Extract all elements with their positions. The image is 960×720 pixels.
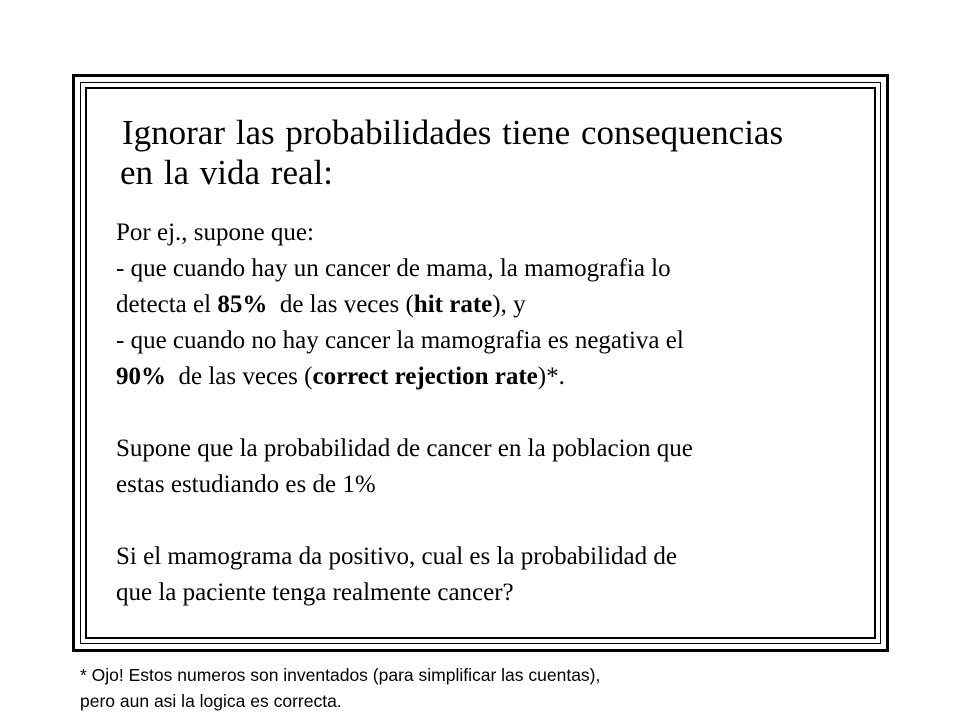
assumption-line-3: - que cuando no hay cancer la mamografia es negativa el — [116, 327, 684, 354]
paragraph-gap — [116, 503, 856, 539]
text-fragment: de las veces ( — [166, 363, 313, 390]
assumption-line-2 — [116, 287, 856, 323]
hit-rate-value: 85% — [217, 291, 268, 318]
hit-rate-term: hit rate — [413, 291, 493, 318]
text-fragment: detecta el — [116, 291, 218, 318]
title-line-2: en la vida real: — [120, 153, 333, 192]
text-fragment: ), y — [492, 291, 526, 318]
assumption-line-1: - que cuando hay un cancer de mama, la mamografia lo — [116, 255, 671, 282]
footnote — [80, 662, 600, 714]
correct-rejection-value: 90% — [116, 363, 166, 390]
paragraph-gap — [116, 395, 856, 431]
slide-body — [116, 215, 856, 611]
footnote-line-1: * Ojo! Estos numeros son inventados (para simplificar las cuentas), — [80, 665, 601, 685]
assumption-line-4 — [116, 359, 856, 395]
question-line-1: Si el mamograma da positivo, cual es la probabilidad de — [116, 543, 677, 570]
prevalence-line-2: estas estudiando es de 1% — [116, 471, 376, 498]
question-line-2: que la paciente tenga realmente cancer? — [116, 579, 514, 606]
text-fragment: )*. — [537, 363, 565, 390]
intro-text: Por ej., supone que: — [116, 219, 314, 246]
text-fragment: de las veces ( — [267, 291, 414, 318]
correct-rejection-term: correct rejection rate — [312, 363, 538, 390]
slide-title — [122, 113, 783, 193]
footnote-line-2: pero aun asi la logica es correcta. — [80, 691, 342, 711]
prevalence-line-1: Supone que la probabilidad de cancer en la poblacion que — [116, 435, 693, 462]
title-line-1: Ignorar las probabilidades tiene consequencias — [122, 113, 784, 152]
